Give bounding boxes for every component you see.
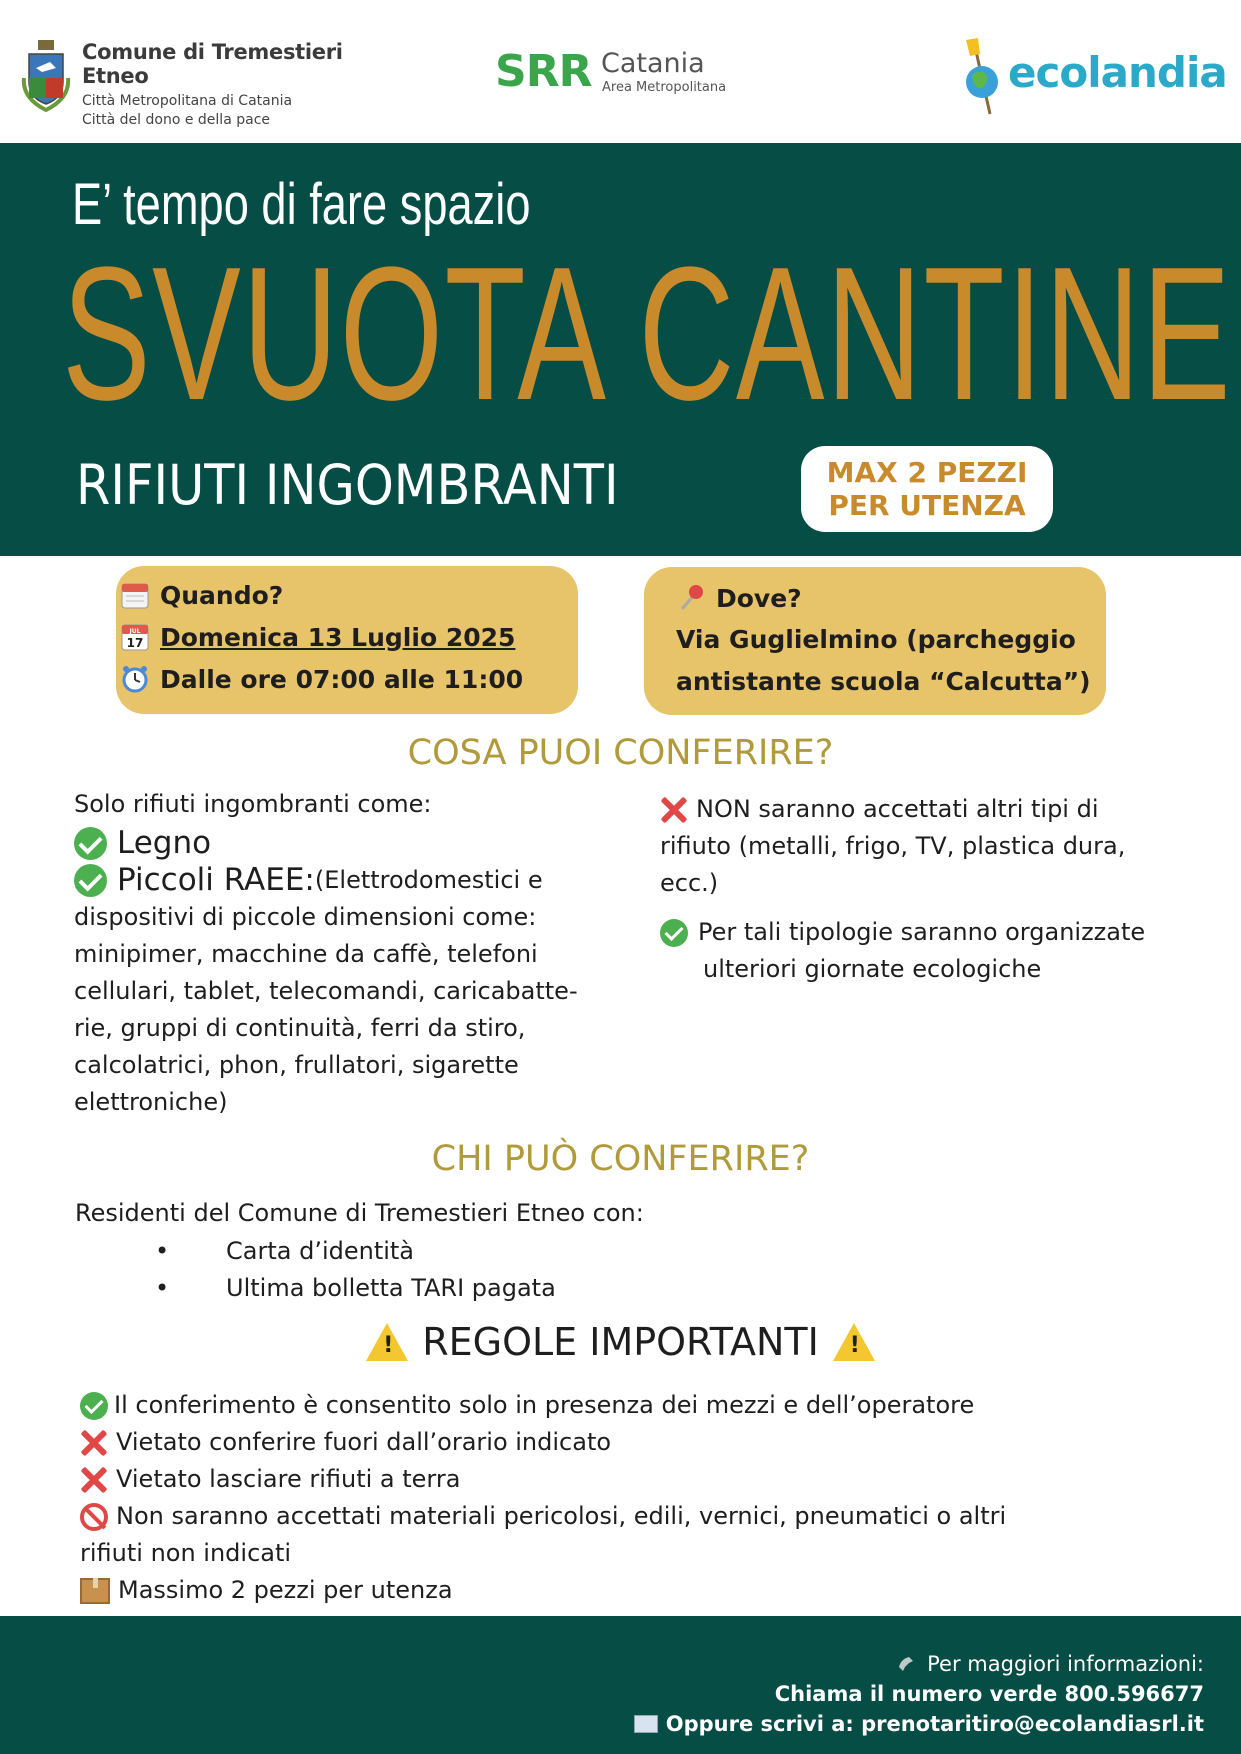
not-accepted-row <box>660 791 1145 828</box>
rule-hazardous-text-1: Non saranno accettati materiali pericolosi, edili, vernici, pneumatici o altri <box>116 1502 1007 1530</box>
hero-banner <box>0 143 1241 556</box>
phone-icon <box>897 1655 919 1673</box>
footer-email[interactable]: Oppure scrivi a: prenotaritiro@ecolandiasrl.it <box>665 1712 1204 1736</box>
ecolandia-wordmark: ecolandia <box>1008 48 1227 97</box>
what-item-raee-label: Piccoli RAEE: <box>117 862 315 898</box>
footer-email-row <box>634 1712 1204 1736</box>
package-icon <box>80 1578 110 1604</box>
comune-logo <box>20 36 400 128</box>
footer <box>0 1616 1241 1754</box>
email-icon <box>634 1715 658 1733</box>
when-label: Quando? <box>160 580 284 610</box>
cross-icon <box>80 1429 108 1457</box>
where-address-line-1: Via Guglielmino (parcheggio <box>676 625 1076 654</box>
hero-kicker: E’ tempo di fare spazio <box>72 172 531 237</box>
rules-list <box>80 1387 1006 1609</box>
rule-hazardous <box>80 1498 1006 1535</box>
not-accepted-line-1: NON saranno accettati altri tipi di <box>696 795 1099 823</box>
what-left-column <box>74 786 578 1121</box>
cross-icon <box>660 796 688 824</box>
when-date-row <box>120 622 515 652</box>
calendar-date-day: 17 <box>126 636 144 650</box>
what-right-column <box>660 791 1145 988</box>
rule-max-items-text: Massimo 2 pezzi per utenza <box>118 1576 453 1604</box>
srr-logo <box>495 46 755 102</box>
who-item-2: Ultima bolletta TARI pagata <box>226 1274 556 1302</box>
pin-icon <box>676 583 706 613</box>
what-section-title: COSA PUOI CONFERIRE? <box>407 733 834 773</box>
rule-hours <box>80 1424 1006 1461</box>
rule-ground <box>80 1461 1006 1498</box>
who-intro: Residenti del Comune di Tremestieri Etneo con: <box>75 1199 644 1227</box>
comune-subtitle-2: Città del dono e della pace <box>82 112 271 128</box>
not-accepted-line-3: ecc.) <box>660 869 719 897</box>
not-accepted-line-2: rifiuto (metalli, frigo, TV, plastica dura, <box>660 832 1126 860</box>
what-intro: Solo rifiuti ingombranti come: <box>74 790 432 818</box>
srr-mark: SRR <box>495 46 592 97</box>
raee-desc-line-6: elettroniche) <box>74 1088 228 1116</box>
who-bullet-2: • <box>155 1274 170 1302</box>
rule-ground-text: Vietato lasciare rifiuti a terra <box>116 1465 461 1493</box>
calendar-date-month: JUL <box>129 628 141 635</box>
raee-desc-line-2: minipimer, macchine da caffè, telefoni <box>74 940 538 968</box>
other-days-row <box>660 914 1145 951</box>
who-bullet-1: • <box>155 1237 170 1265</box>
other-days-line-2: ulteriori giornate ecologiche <box>703 955 1042 983</box>
max-items-badge <box>801 446 1053 532</box>
ecolandia-logo <box>964 38 1227 118</box>
warning-icon <box>833 1323 875 1361</box>
raee-desc-line-1: dispositivi di piccole dimensioni come: <box>74 903 537 931</box>
who-item-1: Carta d’identità <box>226 1237 415 1265</box>
warning-glyph-right: ! <box>849 1333 860 1358</box>
cross-icon <box>80 1466 108 1494</box>
crest-icon <box>20 38 72 112</box>
what-item-wood-label: Legno <box>117 825 212 861</box>
other-days-line-1: Per tali tipologie saranno organizzate <box>698 918 1146 946</box>
rules-title-text: REGOLE IMPORTANTI <box>422 1320 819 1364</box>
srr-name: Catania <box>601 48 705 79</box>
event-date: Domenica 13 Luglio 2025 <box>160 622 516 652</box>
where-label: Dove? <box>716 583 802 613</box>
raee-desc-line-3: cellulari, tablet, telecomandi, caricabatte- <box>74 977 578 1005</box>
calendar-date-icon <box>120 622 150 652</box>
warning-glyph-left: ! <box>383 1333 394 1358</box>
badge-line-1: MAX 2 PEZZI <box>826 456 1028 489</box>
warning-icon <box>366 1323 408 1361</box>
what-item-raee-start: (Elettrodomestici e <box>314 866 543 894</box>
rule-max-items <box>80 1572 1006 1609</box>
event-hours: Dalle ore 07:00 alle 11:00 <box>160 664 524 694</box>
check-icon <box>74 827 107 860</box>
check-icon <box>80 1392 108 1420</box>
raee-desc-line-5: calcolatrici, phon, frullatori, sigarette <box>74 1051 519 1079</box>
calendar-icon <box>120 580 150 610</box>
what-item-wood <box>74 825 578 862</box>
prohibited-icon <box>80 1503 108 1531</box>
globe-broom-icon <box>964 38 1006 118</box>
rules-section-title <box>0 1320 1241 1364</box>
when-card <box>116 566 578 714</box>
who-section-title: CHI PUÒ CONFERIRE? <box>431 1139 810 1179</box>
footer-phone[interactable]: Chiama il numero verde 800.596677 <box>774 1682 1204 1706</box>
raee-desc-line-4: rie, gruppi di continuità, ferri da stiro, <box>74 1014 526 1042</box>
where-card <box>644 567 1106 715</box>
when-hours-row <box>120 664 523 694</box>
hero-title: SVUOTA CANTINE <box>62 228 1232 440</box>
what-item-raee <box>74 862 578 899</box>
check-icon <box>74 864 107 897</box>
alarm-clock-icon <box>120 664 150 694</box>
footer-info: Per maggiori informazioni: <box>927 1652 1204 1676</box>
where-label-row <box>676 583 802 613</box>
hero-subtitle: RIFIUTI INGOMBRANTI <box>76 453 619 517</box>
rule-hours-text: Vietato conferire fuori dall’orario indicato <box>116 1428 612 1456</box>
badge-line-2: PER UTENZA <box>828 489 1026 522</box>
where-address-line-2: antistante scuola “Calcutta”) <box>676 667 1091 696</box>
srr-area: Area Metropolitana <box>602 80 727 95</box>
comune-title: Comune di Tremestieri Etneo <box>82 40 343 88</box>
footer-info-row <box>897 1652 1204 1676</box>
comune-subtitle-1: Città Metropolitana di Catania <box>82 93 293 109</box>
when-label-row <box>120 580 283 610</box>
check-icon <box>660 919 688 947</box>
rule-hazardous-text-2: rifiuti non indicati <box>80 1539 292 1567</box>
rule-operator <box>80 1387 1006 1424</box>
rule-operator-text: Il conferimento è consentito solo in presenza dei mezzi e dell’operatore <box>114 1391 975 1419</box>
